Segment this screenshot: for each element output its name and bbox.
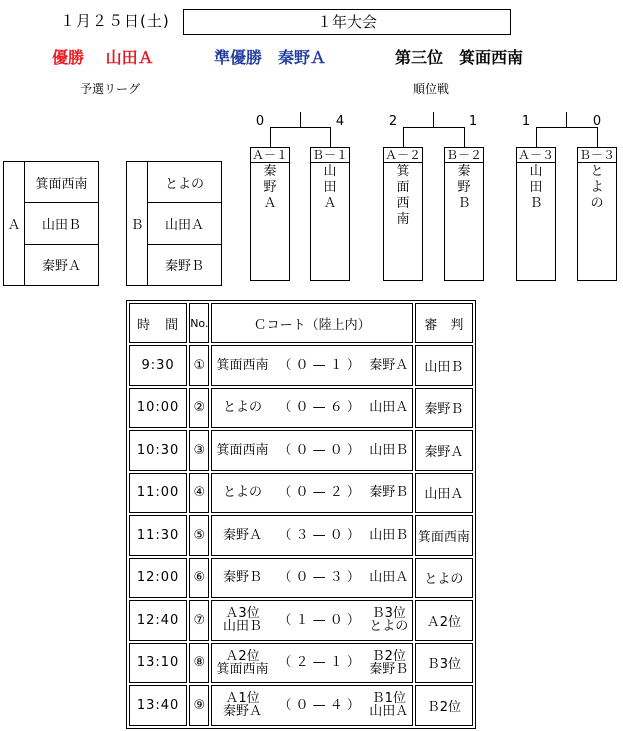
schedule-row	[129, 388, 473, 429]
match-number: ③	[189, 430, 209, 471]
match-number: ⑦	[189, 600, 209, 641]
team-a-cell	[212, 401, 272, 414]
match-time: 9:30	[129, 345, 187, 386]
bracket-slot	[250, 147, 290, 281]
champion-result: 優勝 山田Ａ	[52, 48, 154, 67]
bracket-score: 4	[335, 114, 345, 129]
referee: 箕面西南	[415, 515, 473, 556]
team-b-cell	[366, 529, 412, 542]
referee-header: 審 判	[415, 303, 473, 343]
match-cell	[211, 643, 412, 684]
referee: Ａ2位	[415, 600, 473, 641]
team-b-cell	[366, 401, 412, 414]
no-header: No.	[189, 303, 209, 343]
bracket-slot	[310, 147, 350, 281]
match-cell	[211, 600, 412, 641]
slot-label: Ｂ－３	[578, 148, 615, 162]
team-a-cell	[212, 444, 272, 457]
team-a: とよの	[222, 400, 262, 416]
team-b: 山田Ａ	[369, 704, 409, 720]
match-number: ⑤	[189, 515, 209, 556]
match-cell	[211, 388, 412, 429]
schedule-row	[129, 685, 473, 726]
match-score: （ ０ — ２ ）	[278, 485, 360, 501]
match-cell	[211, 430, 412, 471]
bracket-score: 1	[521, 114, 531, 129]
team-b-cell	[366, 571, 412, 584]
preliminary-league-label: 予選リーグ	[80, 82, 141, 96]
team-a: 秦野Ｂ	[222, 570, 262, 586]
team-b: 秦野Ｂ	[369, 485, 409, 501]
ranking-match-label: 順位戦	[413, 82, 450, 96]
team-b-cell	[366, 359, 412, 372]
referee: Ｂ2位	[415, 685, 473, 726]
referee: 秦野Ｂ	[415, 388, 473, 429]
referee: 秦野Ａ	[415, 430, 473, 471]
group-name: Ａ	[4, 162, 25, 285]
team-b-cell	[366, 444, 412, 457]
match-number: ④	[189, 473, 209, 514]
match-number: ⑧	[189, 643, 209, 684]
match-time: 12:40	[129, 600, 187, 641]
league-team: 山田Ｂ	[25, 203, 98, 244]
team-b: 山田Ｂ	[369, 527, 409, 543]
match-number: ①	[189, 345, 209, 386]
referee: Ｂ3位	[415, 643, 473, 684]
slot-team: とよの	[590, 164, 604, 211]
slot-label: Ｂ－１	[311, 148, 348, 162]
team-b: 山田Ａ	[369, 570, 409, 586]
match-number: ②	[189, 388, 209, 429]
match-cell	[211, 558, 412, 599]
team-a-cell	[212, 359, 272, 372]
match-time: 10:30	[129, 430, 187, 471]
match-time: 13:10	[129, 643, 187, 684]
match-score: （ ２ — １ ）	[278, 655, 360, 671]
team-b-rank: Ｂ1位	[371, 691, 406, 707]
league-team: 秦野Ｂ	[164, 259, 204, 275]
team-b-rank: Ｂ3位	[371, 606, 406, 622]
match-cell	[211, 515, 412, 556]
schedule-table	[126, 300, 476, 729]
team-b: 秦野Ａ	[369, 357, 409, 373]
team-a-rank: Ａ3位	[225, 606, 260, 622]
team-b-cell	[366, 607, 412, 633]
bracket-lines	[0, 0, 623, 160]
bracket-slot	[577, 147, 617, 281]
slot-team: 秦野Ｂ	[457, 164, 471, 211]
slot-team: 山田Ｂ	[529, 164, 543, 211]
team-a-cell	[212, 692, 272, 718]
runner-up-result: 準優勝 秦野Ａ	[214, 48, 327, 67]
bracket-slot	[444, 147, 484, 281]
referee: とよの	[415, 558, 473, 599]
league-group-a	[3, 161, 99, 286]
match-time: 11:30	[129, 515, 187, 556]
team-a-rank: Ａ2位	[225, 648, 260, 664]
event-title: １年大会	[183, 9, 511, 35]
team-a: 秦野Ａ	[222, 527, 262, 543]
team-b-cell	[366, 650, 412, 676]
match-score: （ ０ — １ ）	[278, 357, 360, 373]
schedule-row	[129, 558, 473, 599]
bracket-slot	[516, 147, 556, 281]
team-a-cell	[212, 607, 272, 633]
match-time: 13:40	[129, 685, 187, 726]
team-a-cell	[212, 650, 272, 676]
slot-label: Ａ－１	[251, 148, 288, 162]
team-a-cell	[212, 486, 272, 499]
event-date: １月２５日(土)	[60, 12, 170, 30]
match-score: （ １ — ０ ）	[278, 612, 360, 628]
third-place-result: 第三位 箕面西南	[395, 48, 524, 67]
team-b-cell	[366, 486, 412, 499]
schedule-row	[129, 430, 473, 471]
match-score: （ ０ — ４ ）	[278, 697, 360, 713]
schedule-row	[129, 473, 473, 514]
match-cell	[211, 345, 412, 386]
league-team: 箕面西南	[25, 162, 98, 203]
time-header: 時 間	[129, 303, 187, 343]
match-score: （ ０ — ０ ）	[278, 442, 360, 458]
team-a: 箕面西南	[216, 357, 269, 373]
team-a: 秦野Ａ	[222, 704, 262, 720]
team-b-rank: Ｂ2位	[371, 648, 406, 664]
league-team: 秦野Ａ	[41, 259, 81, 275]
team-b: とよの	[369, 619, 409, 635]
schedule-row	[129, 515, 473, 556]
group-name: Ｂ	[127, 162, 148, 285]
league-group-b	[126, 161, 222, 286]
match-score: （ ０ — ６ ）	[278, 400, 360, 416]
match-score: （ ０ — ３ ）	[278, 570, 360, 586]
schedule-header-row	[129, 303, 473, 343]
match-score: （ ３ — ０ ）	[278, 527, 360, 543]
referee: 山田Ｂ	[415, 345, 473, 386]
bracket-score: 2	[388, 114, 398, 129]
bracket-slot	[383, 147, 423, 281]
bracket-score: 0	[255, 114, 265, 129]
bracket-score: 0	[592, 114, 602, 129]
match-number: ⑨	[189, 685, 209, 726]
slot-team: 箕面西南	[396, 164, 410, 227]
team-b: 山田Ａ	[369, 400, 409, 416]
schedule-row	[129, 643, 473, 684]
match-cell	[211, 685, 412, 726]
slot-label: Ａ－３	[517, 148, 554, 162]
league-team: 山田Ａ	[148, 203, 221, 244]
team-a: 箕面西南	[216, 661, 269, 677]
league-team: とよの	[148, 162, 221, 203]
team-a-rank: Ａ1位	[225, 691, 260, 707]
team-b: 山田Ｂ	[369, 442, 409, 458]
schedule-row	[129, 345, 473, 386]
court-header: Ｃコート（陸上内）	[211, 303, 412, 343]
slot-label: Ａ－２	[384, 148, 421, 162]
schedule-row	[129, 600, 473, 641]
slot-label: Ｂ－２	[445, 148, 482, 162]
match-time: 12:00	[129, 558, 187, 599]
team-a: とよの	[222, 485, 262, 501]
match-cell	[211, 473, 412, 514]
slot-team: 山田Ａ	[323, 164, 337, 211]
team-a-cell	[212, 571, 272, 584]
team-b: 秦野Ｂ	[369, 661, 409, 677]
match-number: ⑥	[189, 558, 209, 599]
referee: 山田Ａ	[415, 473, 473, 514]
team-b-cell	[366, 692, 412, 718]
team-a-cell	[212, 529, 272, 542]
team-a: 山田Ｂ	[222, 619, 262, 635]
slot-team: 秦野Ａ	[263, 164, 277, 211]
bracket-score: 1	[468, 114, 478, 129]
team-a: 箕面西南	[216, 442, 269, 458]
match-time: 10:00	[129, 388, 187, 429]
match-time: 11:00	[129, 473, 187, 514]
